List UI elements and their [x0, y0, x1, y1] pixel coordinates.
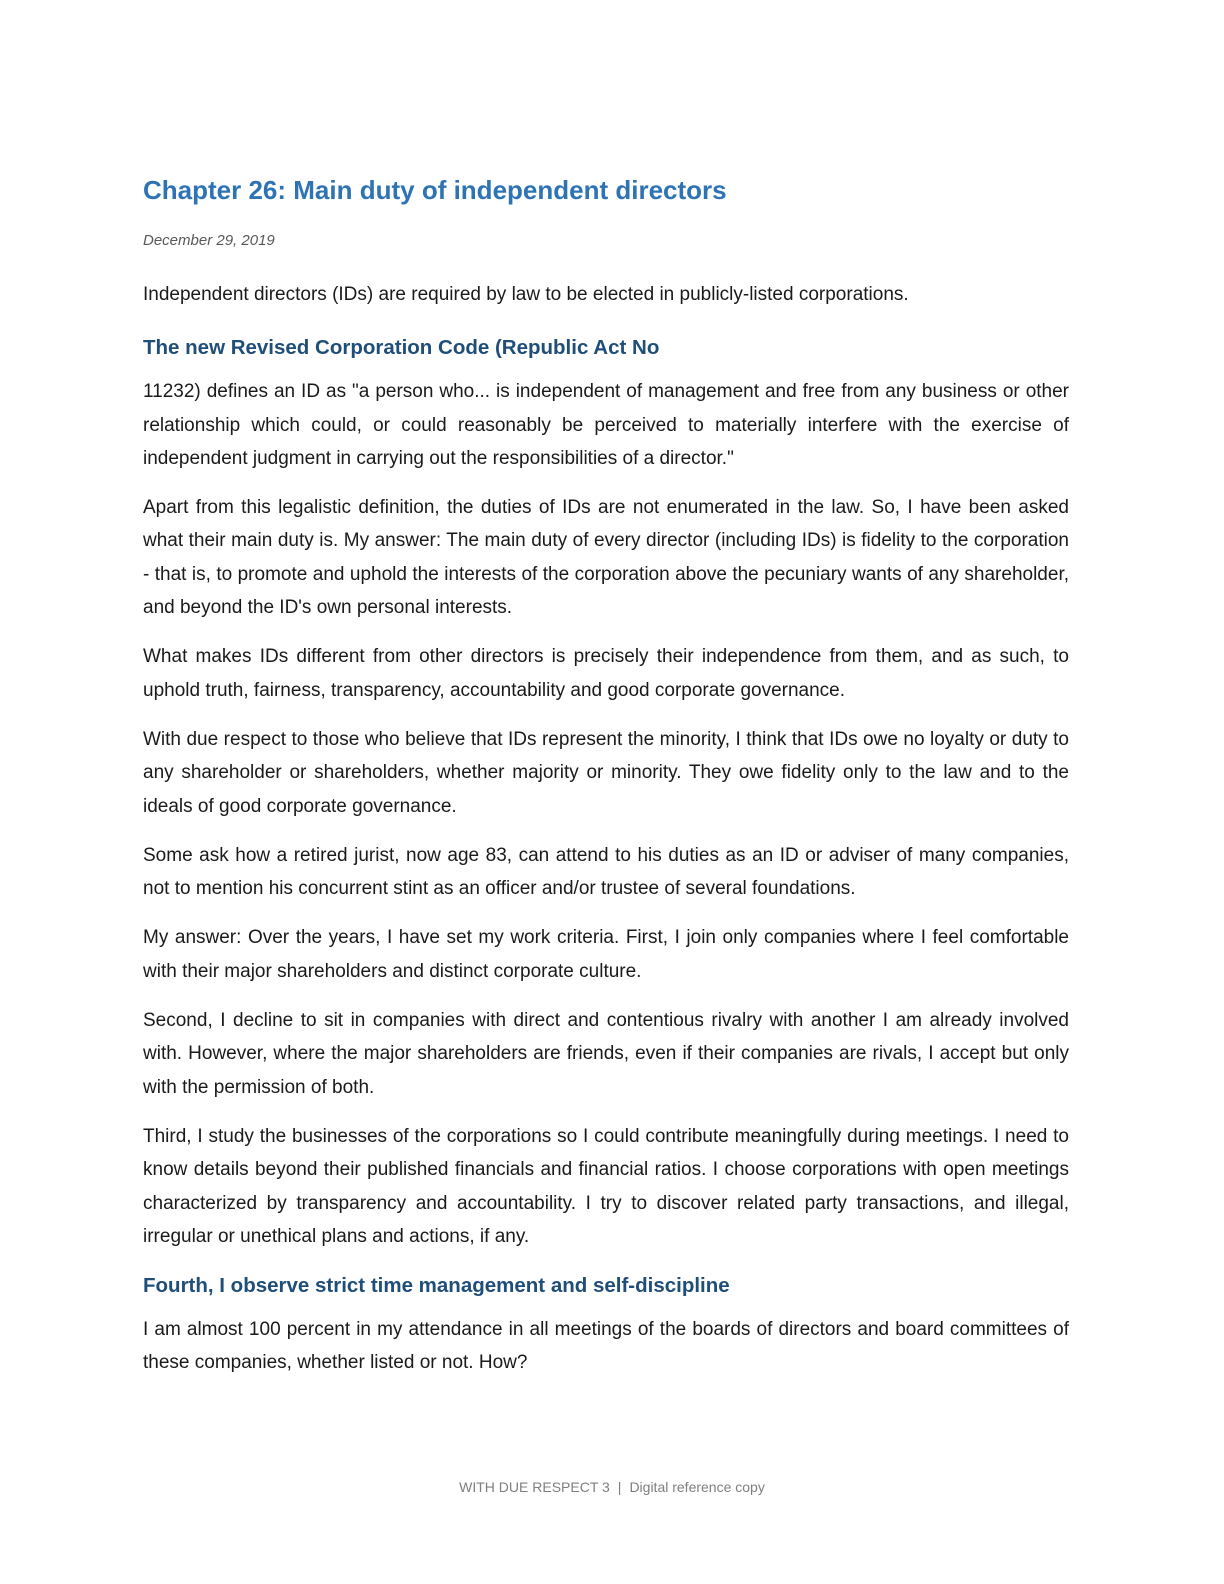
paragraph: I am almost 100 percent in my attendance in all meetings of the boards of directors and board committees of these companies, whether listed or not. How?	[143, 1319, 1069, 1374]
paragraph: What makes IDs different from other directors is precisely their independence from them, and as such, to uphold truth, fairness, transparency, accountability and good corporate governance.	[143, 646, 1069, 701]
subheading-time-management: Fourth, I observe strict time management and self-discipline	[143, 1274, 730, 1298]
paragraph: Some ask how a retired jurist, now age 83, can attend to his duties as an ID or adviser of many companies, not to mention his concurrent stint as an officer and/or trustee of several foundations.	[143, 844, 1069, 900]
chapter-title: Chapter 26: Main duty of independent directors	[143, 175, 727, 205]
footer-book-title: WITH DUE RESPECT 3	[459, 1479, 610, 1495]
paragraph: My answer: Over the years, I have set my work criteria. First, I join only companies where I feel comfortable with their major shareholders and distinct corporate culture.	[143, 927, 1069, 982]
chapter-date: December 29, 2019	[143, 232, 275, 249]
paragraph: Apart from this legalistic definition, the duties of IDs are not enumerated in the law. So, I have been asked what their main duty is. My answer: The main duty of every director (including IDs) is fidelity to the corporation - that is, to promote and uphold the interests of the corporation above the pecuniary wants of any shareholder, and beyond the ID's own personal interests.	[143, 497, 1069, 619]
page-footer	[0, 1479, 1224, 1495]
paragraph: With due respect to those who believe that IDs represent the minority, I think that IDs owe no loyalty or duty to any shareholder or shareholders, whether majority or minority. They owe fidelity only to the law and to the ideals of good corporate governance.	[143, 728, 1069, 817]
paragraph: Third, I study the businesses of the corporations so I could contribute meaningfully during meetings. I need to know details beyond their published financials and financial ratios. I choose corporations with open meetings characterized by transparency and accountability. I try to discover related party transactions, and illegal, irregular or unethical plans and actions, if any.	[143, 1125, 1069, 1247]
paragraph: 11232) defines an ID as "a person who... is independent of management and free from any business or other relationship which could, or could reasonably be perceived to materially interfere with the exercise of independent judgment in carrying out the responsibilities of a director."	[143, 381, 1069, 469]
intro-paragraph: Independent directors (IDs) are required by law to be elected in publicly-listed corporations.	[143, 284, 909, 305]
paragraph: Second, I decline to sit in companies with direct and contentious rivalry with another I am already involved with. However, where the major shareholders are friends, even if their companies are rivals, I accept but only with the permission of both.	[143, 1010, 1069, 1098]
footer-separator: |	[617, 1479, 622, 1495]
document-page	[143, 170, 1069, 1396]
subheading-revised-corporation-code: The new Revised Corporation Code (Republic Act No	[143, 336, 660, 360]
footer-note: Digital reference copy	[629, 1479, 765, 1495]
